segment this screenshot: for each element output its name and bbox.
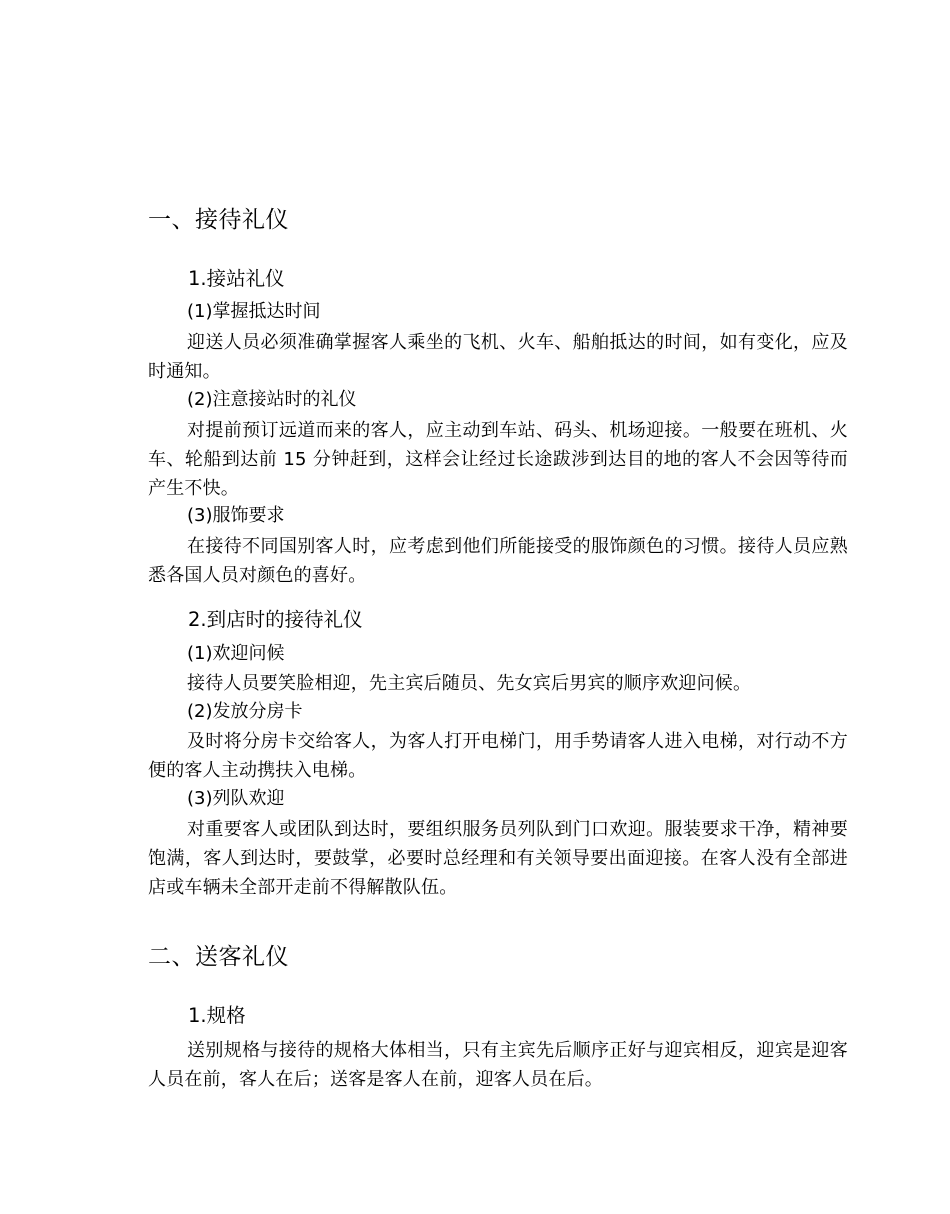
item-heading-lineup-welcome: (3)列队欢迎 [187,788,285,809]
paragraph-station-etiquette: 对提前预订远道而来的客人，应主动到车站、码头、机场迎接。一般要在班机、火车、轮船到达前 15 分钟赶到，这样会让经过长途跋涉到达目的地的客人不会因等待而产生不快。 [148,420,848,499]
paragraph-lineup-welcome: 对重要客人或团队到达时，要组织服务员列队到门口欢迎。服装要求干净，精神要饱满，客人到达时，要鼓掌，必要时总经理和有关领导要出面迎接。在客人没有全部进店或车辆未全部开走前不得解散队伍。 [148,819,848,898]
subheading-farewell-standard: 1.规格 [188,1004,246,1027]
item-heading-arrival-time: (1)掌握抵达时间 [187,301,321,322]
paragraph-farewell-standard: 送别规格与接待的规格大体相当，只有主宾先后顺序正好与迎宾相反，迎宾是迎客人员在前，客人在后；送客是客人在前，迎客人员在后。 [148,1040,848,1090]
section-heading-farewell: 二、送客礼仪 [148,944,289,970]
item-heading-dress-code: (3)服饰要求 [187,505,285,526]
item-heading-station-etiquette: (2)注意接站时的礼仪 [187,389,357,410]
paragraph-arrival-time: 迎送人员必须准确掌握客人乘坐的飞机、火车、船舶抵达的时间，如有变化，应及时通知。 [148,332,848,382]
document-page [148,0,848,1214]
item-heading-room-cards: (2)发放分房卡 [187,701,303,722]
paragraph-welcome-greeting: 接待人员要笑脸相迎，先主宾后随员、先女宾后男宾的顺序欢迎问候。 [187,673,752,694]
paragraph-room-cards: 及时将分房卡交给客人，为客人打开电梯门，用手势请客人进入电梯，对行动不方便的客人主动携扶入电梯。 [148,731,848,781]
subheading-station-reception: 1.接站礼仪 [188,267,285,290]
item-heading-welcome-greeting: (1)欢迎问候 [187,643,285,664]
section-heading-reception: 一、接待礼仪 [148,207,289,233]
subheading-hotel-arrival: 2.到店时的接待礼仪 [188,608,363,631]
paragraph-dress-code: 在接待不同国别客人时，应考虑到他们所能接受的服饰颜色的习惯。接待人员应熟悉各国人员对颜色的喜好。 [148,536,848,586]
